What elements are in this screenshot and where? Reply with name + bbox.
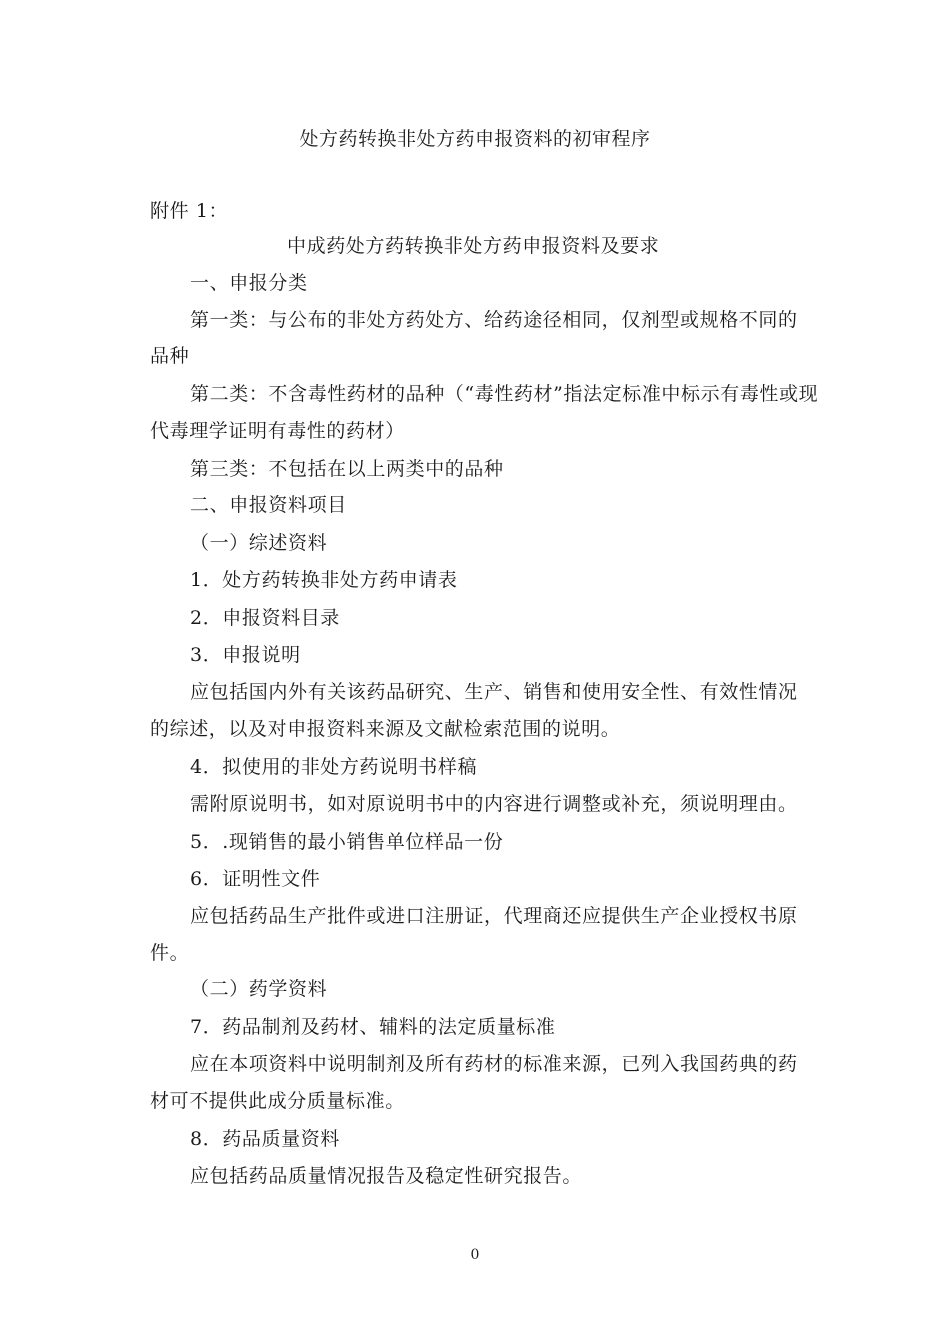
subsection-heading-pharmacy: （二）药学资料 <box>190 978 328 1000</box>
list-item-2: 2．申报资料目录 <box>190 607 340 629</box>
list-item-7: 7．药品制剂及药材、辅料的法定质量标准 <box>190 1016 556 1038</box>
section-heading-classification: 一、申报分类 <box>190 272 308 294</box>
item-7-description-line-1: 应在本项资料中说明制剂及所有药材的标准来源，已列入我国药典的药 <box>190 1053 798 1075</box>
category-1-line-1: 第一类：与公布的非处方药处方、给药途径相同，仅剂型或规格不同的 <box>190 309 798 331</box>
item-4-description: 需附原说明书，如对原说明书中的内容进行调整或补充，须说明理由。 <box>190 793 798 815</box>
category-2-line-1: 第二类：不含毒性药材的品种（“毒性药材”指法定标准中标示有毒性或现 <box>190 383 819 405</box>
attachment-label: 附件 1： <box>150 200 229 222</box>
document-subtitle: 中成药处方药转换非处方药申报资料及要求 <box>287 235 660 257</box>
category-1-line-2: 品种 <box>150 345 190 367</box>
item-8-description: 应包括药品质量情况报告及稳定性研究报告。 <box>190 1165 583 1187</box>
item-7-description-line-2: 材可不提供此成分质量标准。 <box>150 1090 405 1112</box>
list-item-8: 8．药品质量资料 <box>190 1128 340 1150</box>
list-item-3: 3．申报说明 <box>190 644 301 666</box>
list-item-6: 6．证明性文件 <box>190 868 321 890</box>
item-3-description-line-1: 应包括国内外有关该药品研究、生产、销售和使用安全性、有效性情况 <box>190 681 798 703</box>
item-6-description-line-2: 件。 <box>150 942 190 964</box>
list-item-1: 1．处方药转换非处方药申请表 <box>190 569 458 591</box>
category-3-line-1: 第三类：不包括在以上两类中的品种 <box>190 458 504 480</box>
subsection-heading-summary: （一）综述资料 <box>190 532 328 554</box>
item-6-description-line-1: 应包括药品生产批件或进口注册证，代理商还应提供生产企业授权书原 <box>190 905 798 927</box>
category-2-line-2: 代毒理学证明有毒性的药材） <box>150 420 405 442</box>
page-number: 0 <box>470 1247 480 1263</box>
list-item-4: 4．拟使用的非处方药说明书样稿 <box>190 756 478 778</box>
section-heading-items: 二、申报资料项目 <box>190 494 347 516</box>
page-title: 处方药转换非处方药申报资料的初审程序 <box>299 128 651 150</box>
list-item-5: 5．.现销售的最小销售单位样品一份 <box>190 831 504 853</box>
item-3-description-line-2: 的综述，以及对申报资料来源及文献检索范围的说明。 <box>150 718 621 740</box>
